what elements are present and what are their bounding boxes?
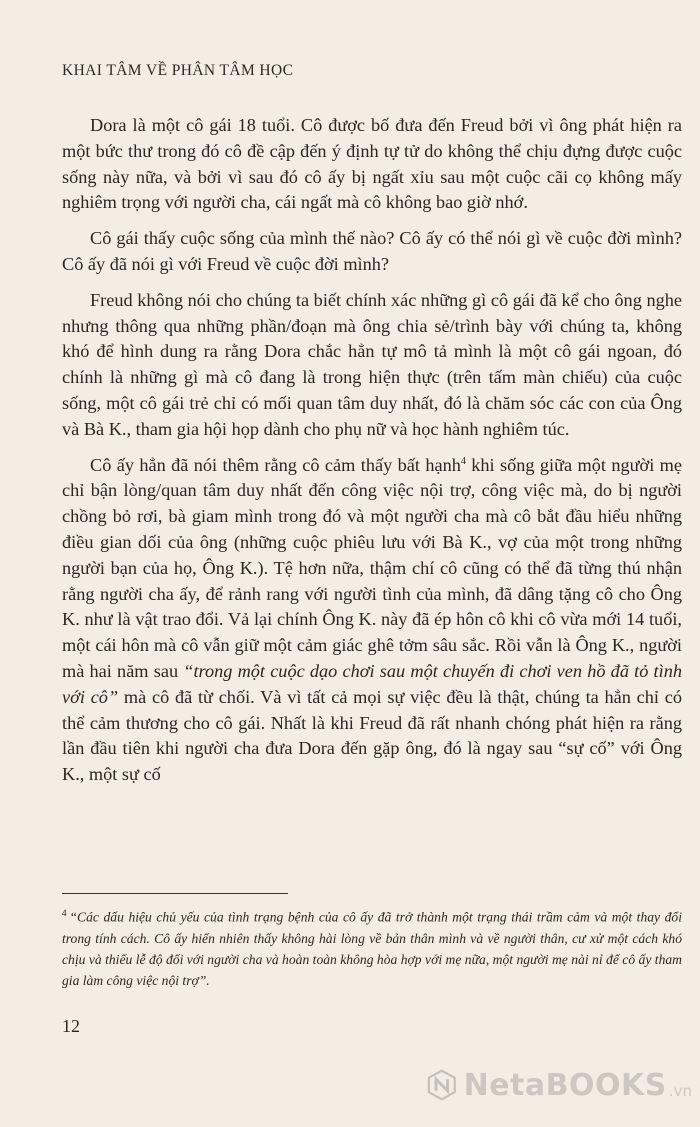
watermark-brand: NetaBOOKS [463, 1067, 667, 1103]
footnote-text: “Các dấu hiệu chủ yếu của tình trạng bệnh của cô ấy đã trở thành một trạng thái trầm cảm và một thay đổi trong tính cách. Cô ấy hiển nhiên thấy không hài lòng về bản thân mình và về người thân, cư xử một cách khó chịu và thiếu lễ độ đối với người cha và hoàn toàn không hòa hợp với mẹ nữa, một người mẹ nài nỉ để cô ấy tham gia làm công việc nội trợ”. [62, 909, 682, 988]
watermark [426, 1060, 692, 1110]
page-number: 12 [62, 1016, 80, 1036]
paragraph-3: Freud không nói cho chúng ta biết chính xác những gì cô gái đã kể cho ông nghe nhưng thông qua những phần/đoạn mà ông chia sẻ/trình bày với chúng ta, không khó để hình dung ra rằng Dora chắc hẳn tự mô tả mình là một cô gái ngoan, đó chính là những gì mà cô đang là trong hiện thực (trên tấm màn chiếu) của cuộc sống, một cô gái trẻ chỉ có mối quan tâm duy nhất, đó là chăm sóc các con của Ông và Bà K., tham gia hội họp dành cho phụ nữ và học hành nghiêm túc. [62, 289, 682, 439]
body-text [62, 113, 682, 798]
paragraph-4 [62, 453, 682, 788]
footnote-mark: 4 [62, 908, 67, 918]
watermark-suffix: .vn [668, 1082, 692, 1100]
footnote-divider [62, 893, 288, 894]
footnote-reference: 4 [460, 455, 466, 467]
footnote [62, 903, 682, 991]
running-title: KHAI TÂM VỀ PHÂN TÂM HỌC [62, 62, 294, 79]
paragraph-4-quote: “trong một cuộc dạo chơi sau một chuyến đi chơi ven hồ đã tỏ tình với cô” [62, 660, 682, 707]
paragraph-4-part-a: Cô ấy hẳn đã nói thêm rằng cô cảm thấy bất hạnh [90, 454, 461, 475]
paragraph-1: Dora là một cô gái 18 tuổi. Cô được bố đưa đến Freud bởi vì ông phát hiện ra một bức thư trong đó cô đề cập đến ý định tự tử do không thể chịu đựng được cuộc sống này nữa, và bởi vì sau đó cô ấy bị ngất xỉu sau một cuộc cãi cọ không mấy nghiêm trọng với người cha, cái ngất mà cô không bao giờ nhớ. [62, 115, 682, 213]
paragraph-4-part-b: khi sống giữa một người mẹ chỉ bận lòng/quan tâm duy nhất đến công việc nội trợ, công việc mà, do bị người chồng bỏ rơi, bà giam mình trong đó và một người cha mà cô bắt đầu hiểu những điều gian dối của ông (những cuộc phiêu lưu với Bà K., vợ của một trong những người bạn của họ, Ông K.). Tệ hơn nữa, thậm chí cô cũng có thể đã từng thú nhận rằng người cha ấy, để rảnh rang với người tình của mình, đã dâng tặng cô cho Ông K. như là vật trao đổi. Vả lại chính Ông K. này đã ép hôn cô khi cô vừa mới 14 tuổi, một cái hôn mà cô vẫn giữ một cảm giác ghê tởm sâu sắc. Rồi vẫn là Ông K., người mà hai năm sau [62, 454, 682, 681]
n-logo-icon [426, 1063, 458, 1107]
paragraph-2: Cô gái thấy cuộc sống của mình thế nào? Cô ấy có thể nói gì về cuộc đời mình? Cô ấy đã nói gì với Freud về cuộc đời mình? [62, 228, 682, 274]
paragraph-4-part-c: mà cô đã từ chối. Và vì tất cả mọi sự việc đều là thật, chúng ta hẳn chỉ có thể cảm thương cho cô gái. Nhất là khi Freud đã rất nhanh chóng phát hiện ra rằng lần đầu tiên khi người cha đưa Dora đến gặp ông, đó là ngay sau “sự cố” với Ông K., một sự cố [62, 686, 682, 785]
